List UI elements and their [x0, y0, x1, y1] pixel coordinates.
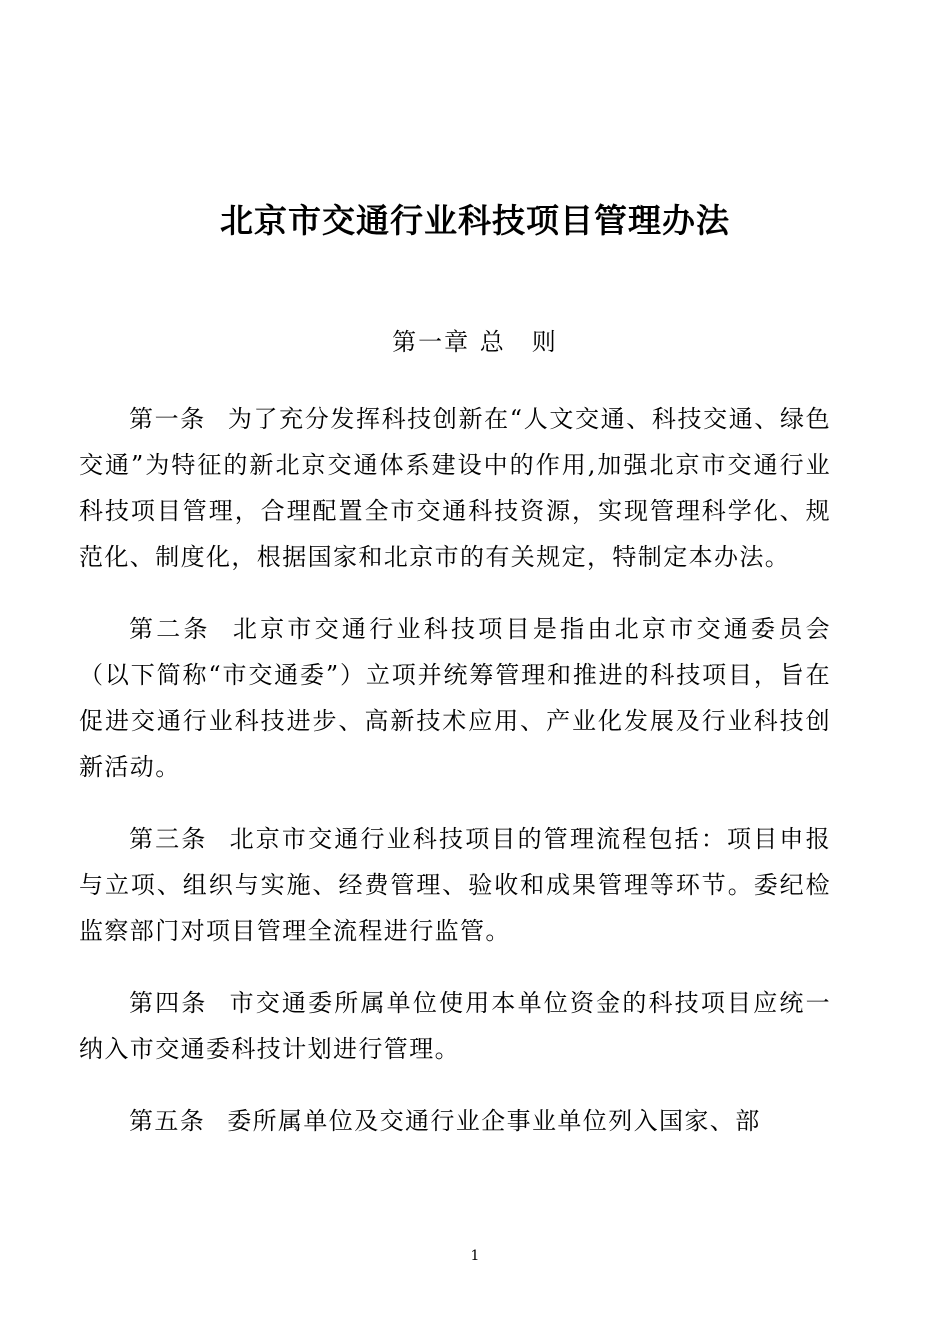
article-1: [79, 396, 831, 580]
article-3: [79, 816, 831, 954]
article-number: 第二条: [129, 615, 211, 643]
article-4: [79, 980, 831, 1072]
article-number: 第三条: [129, 825, 208, 853]
article-text: 委所属单位及交通行业企事业单位列入国家、部: [227, 1107, 761, 1135]
article-text: 北京市交通行业科技项目是指由北京市交通委员会（以下简称“市交通委”）立项并统筹管理和推进的科技项目，旨在促进交通行业科技进步、高新技术应用、产业化发展及行业科技创新活动。: [79, 615, 831, 781]
article-5: [79, 1098, 831, 1144]
article-text: 北京市交通行业科技项目的管理流程包括：项目申报与立项、组织与实施、经费管理、验收和成果管理等环节。委纪检监察部门对项目管理全流程进行监管。: [79, 825, 832, 945]
article-number: 第一条: [129, 405, 206, 433]
article-number: 第五条: [129, 1107, 206, 1135]
document-body: [79, 396, 831, 1170]
article-number: 第四条: [129, 989, 208, 1017]
document-title: 北京市交通行业科技项目管理办法: [220, 201, 730, 240]
article-text: 市交通委所属单位使用本单位资金的科技项目应统一纳入市交通委科技计划进行管理。: [79, 989, 832, 1063]
article-2: [79, 606, 831, 790]
chapter-heading: 第一章 总 则: [392, 328, 558, 356]
page-number: 1: [470, 1248, 480, 1264]
article-text: 为了充分发挥科技创新在“人文交通、科技交通、绿色交通”为特征的新北京交通体系建设中的作用,加强北京市交通行业科技项目管理，合理配置全市交通科技资源，实现管理科学化、规范化、制度化，根据国家和北京市的有关规定，特制定本办法。: [79, 405, 831, 571]
